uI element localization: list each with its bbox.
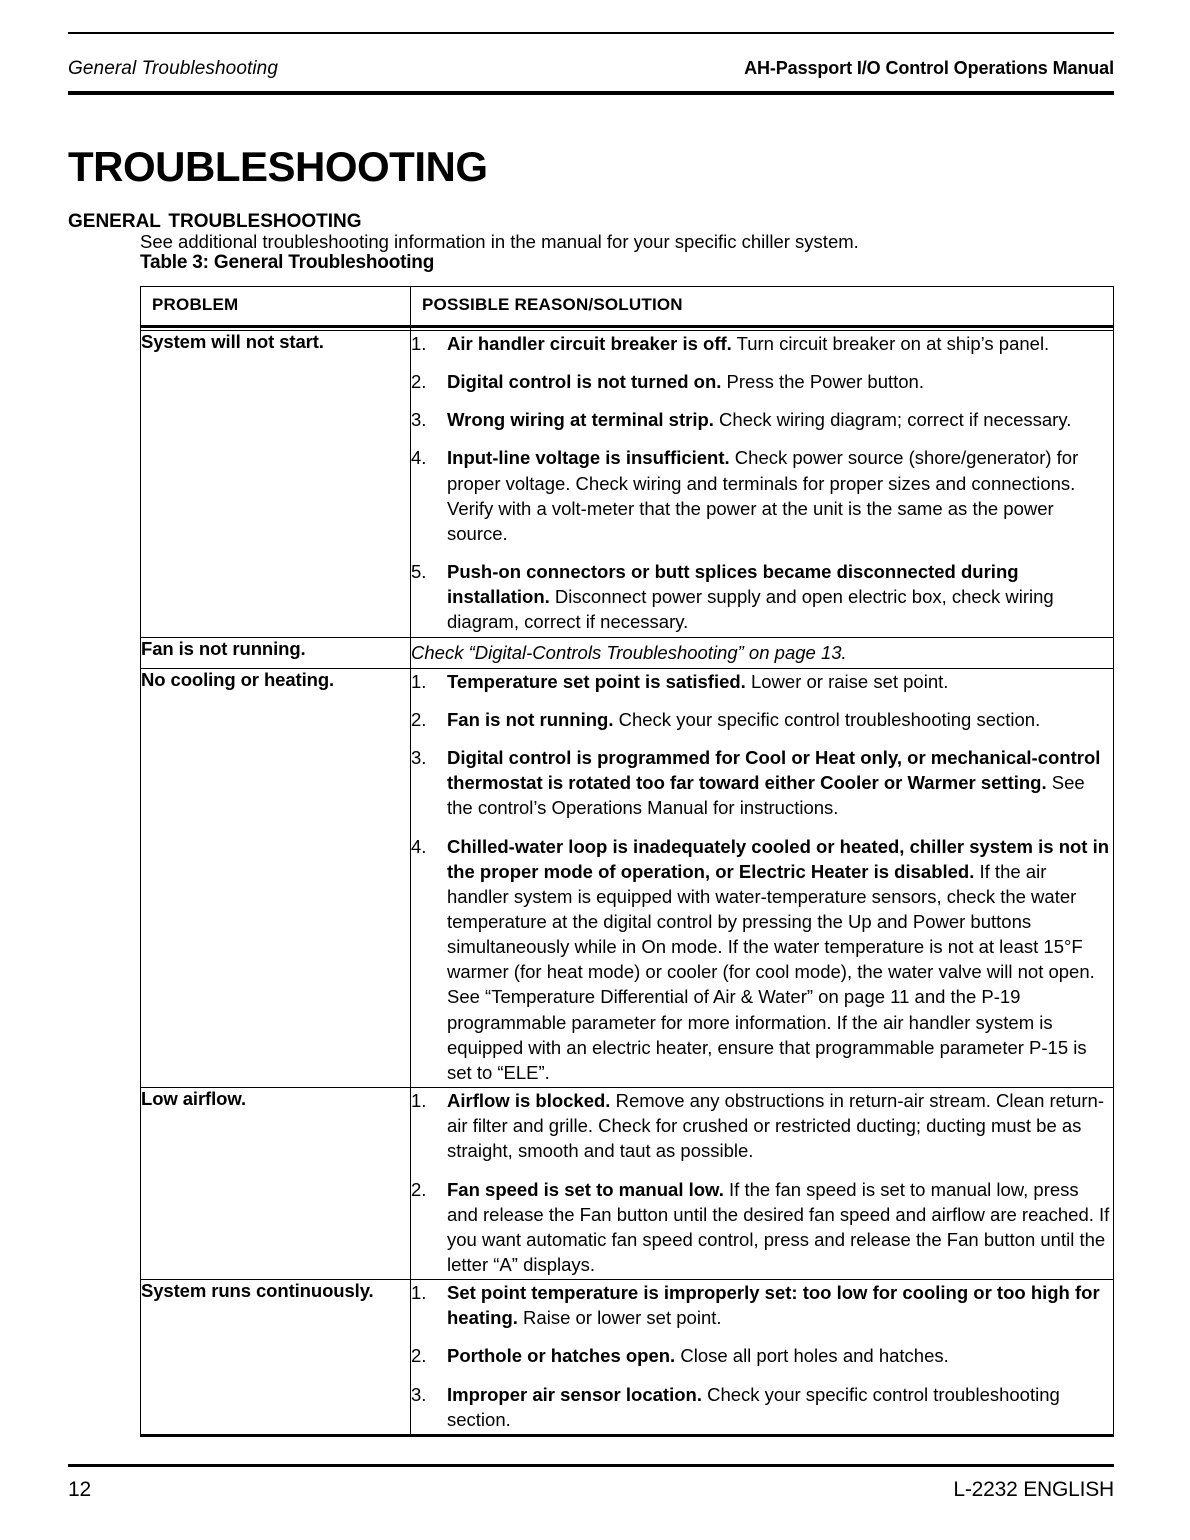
section-title: general troubleshooting: [68, 203, 362, 234]
header-top-rule: [68, 32, 1114, 34]
list-item-lead: Chilled-water loop is inadequately cooled or heated, chiller system is not in the proper mode of operation, or Electric Heater is disabled.: [447, 835, 1110, 882]
row-solution-cell: [411, 668, 1114, 1087]
list-item-lead: Input-line voltage is insufficient.: [447, 447, 730, 469]
list-item-lead: Porthole or hatches open.: [447, 1345, 676, 1367]
list-item-lead: Digital control is programmed for Cool or Heat only, or mechanical-control thermostat is rotated too far toward either Cooler or Warmer setting.: [447, 747, 1101, 794]
list-item-body: If the fan speed is set to manual low, press and release the Fan button until the desired fan speed and airflow are reached. If you want automatic fan speed control, press and release the Fan button until the letter “A” displays.: [447, 1178, 1110, 1275]
list-item-lead: Improper air sensor location.: [447, 1383, 702, 1405]
list-item: [411, 745, 1113, 820]
solution-list: [411, 331, 1113, 635]
chapter-title: TROUBLESHOOTING: [68, 143, 488, 191]
solution-cross-reference: Check “Digital-Controls Troubleshooting” on page 13.: [411, 641, 847, 663]
list-item: [411, 707, 1113, 732]
list-item-body: Lower or raise set point.: [745, 670, 949, 692]
list-item: [411, 834, 1113, 1086]
list-item: [411, 1280, 1113, 1330]
list-item: [411, 445, 1113, 546]
list-item: [411, 1177, 1113, 1278]
list-item-body: Check wiring diagram; correct if necessary.: [713, 409, 1072, 431]
running-header-left: General Troubleshooting: [68, 58, 279, 79]
row-problem-label: No cooling or heating.: [141, 668, 411, 1087]
list-item-body: Turn circuit breaker on at ship’s panel.: [731, 333, 1050, 354]
list-item: [411, 331, 1113, 356]
list-item-number: 5.: [411, 561, 427, 583]
troubleshooting-table-wrapper: [140, 286, 1113, 1437]
list-item-body: Check your specific control troubleshooting section.: [447, 1383, 1060, 1430]
section-intro-text: See additional troubleshooting information in the manual for your specific chiller system.: [140, 230, 859, 252]
list-item-number: 2.: [411, 708, 427, 730]
list-item-body: Disconnect power supply and open electric box, check wiring diagram, correct if necessary.: [447, 586, 1054, 633]
list-item-lead: Set point temperature is improperly set: too low for cooling or too high for heating.: [447, 1282, 1100, 1329]
list-item-body: Check power source (shore/generator) for proper voltage. Check wiring and terminals for proper sizes and connections. Verify with a volt-meter that the power at the unit is the same as the power source.: [447, 447, 1079, 544]
solution-list: [411, 669, 1113, 1085]
list-item-body: Remove any obstructions in return-air stream. Clean return-air filter and grille. Check for crushed or restricted ducting; ducting must be as straight, smooth and taut as possible.: [447, 1090, 1104, 1162]
list-item-body: See the control’s Operations Manual for instructions.: [447, 772, 1085, 819]
solution-list: [411, 1280, 1113, 1432]
list-item-body: If the air handler system is equipped with water-temperature sensors, check the water temperature at the digital control by pressing the Up and Power buttons simultaneously while in On mode. If the water temperature is not at least 15°F warmer (for heat mode) or cooler (for cool mode), the water valve will not open. See “Temperature Differential of Air & Water” on page 11 and the P-19 programmable parameter for more information. If the air handler system is equipped with an electric heater, ensure that programmable parameter P-15 is set to “ELE”.: [447, 860, 1095, 1083]
list-item: [411, 369, 1113, 394]
page-number: 12: [68, 1478, 91, 1501]
list-item-lead: Digital control is not turned on.: [447, 371, 722, 393]
list-item-number: 2.: [411, 1345, 427, 1367]
footer-rule: [68, 1464, 1114, 1467]
list-item: [411, 669, 1113, 694]
list-item-number: 1.: [411, 670, 427, 692]
list-item: [411, 1088, 1113, 1163]
page-footer: [68, 1478, 1114, 1502]
list-item-lead: Wrong wiring at terminal strip.: [447, 409, 714, 431]
list-item-body: Raise or lower set point.: [517, 1307, 722, 1329]
table-caption: Table 3: General Troubleshooting: [140, 252, 435, 273]
list-item-lead: Push-on connectors or butt splices became disconnected during installation.: [447, 561, 1019, 608]
header-bottom-rule: [68, 91, 1114, 95]
list-item-number: 1.: [411, 1282, 427, 1304]
list-item-number: 1.: [411, 1090, 427, 1112]
list-item-lead: Air handler circuit breaker is off.: [447, 333, 732, 354]
document-code: L-2232 ENGLISH: [953, 1478, 1114, 1501]
row-problem-label: Low airflow.: [141, 1088, 411, 1280]
list-item-number: 2.: [411, 371, 427, 393]
list-item-body: Check your specific control troubleshooting section.: [613, 708, 1041, 730]
row-solution-cell: [411, 331, 1114, 638]
row-solution-cell: [411, 1280, 1114, 1436]
column-header-solution: POSSIBLE REASON/SOLUTION: [411, 287, 1114, 327]
row-solution-cell: [411, 1088, 1114, 1280]
list-item-number: 4.: [411, 447, 427, 469]
table-row: [141, 1280, 1114, 1436]
table-header-row: [141, 287, 1114, 327]
solution-list: [411, 1088, 1113, 1277]
list-item-body: Press the Power button.: [721, 371, 924, 393]
list-item: [411, 407, 1113, 432]
running-header: [68, 58, 1114, 84]
row-problem-label: System runs continuously.: [141, 1280, 411, 1436]
list-item-number: 3.: [411, 747, 427, 769]
table-body: [141, 327, 1114, 1436]
list-item: [411, 1343, 1113, 1368]
list-item-number: 3.: [411, 1383, 427, 1405]
row-problem-label: System will not start.: [141, 331, 411, 638]
column-header-problem: PROBLEM: [141, 287, 411, 327]
list-item-lead: Temperature set point is satisfied.: [447, 670, 746, 692]
list-item: [411, 559, 1113, 634]
row-solution-cell: [411, 637, 1114, 668]
list-item-number: 3.: [411, 409, 427, 431]
list-item-lead: Fan speed is set to manual low.: [447, 1178, 724, 1200]
list-item-lead: Airflow is blocked.: [447, 1090, 611, 1112]
list-item-number: 4.: [411, 835, 427, 857]
list-item-number: 2.: [411, 1178, 427, 1200]
table-row: [141, 637, 1114, 668]
list-item: [411, 1382, 1113, 1432]
list-item-number: 1.: [411, 333, 427, 354]
table-row: [141, 1088, 1114, 1280]
running-header-right: AH-Passport I/O Control Operations Manual: [744, 58, 1114, 78]
troubleshooting-table: [140, 286, 1114, 1437]
list-item-body: Close all port holes and hatches.: [675, 1345, 949, 1367]
list-item-lead: Fan is not running.: [447, 708, 614, 730]
table-row: [141, 331, 1114, 638]
table-head: [141, 287, 1114, 327]
row-problem-label: Fan is not running.: [141, 637, 411, 668]
table-row: [141, 668, 1114, 1087]
